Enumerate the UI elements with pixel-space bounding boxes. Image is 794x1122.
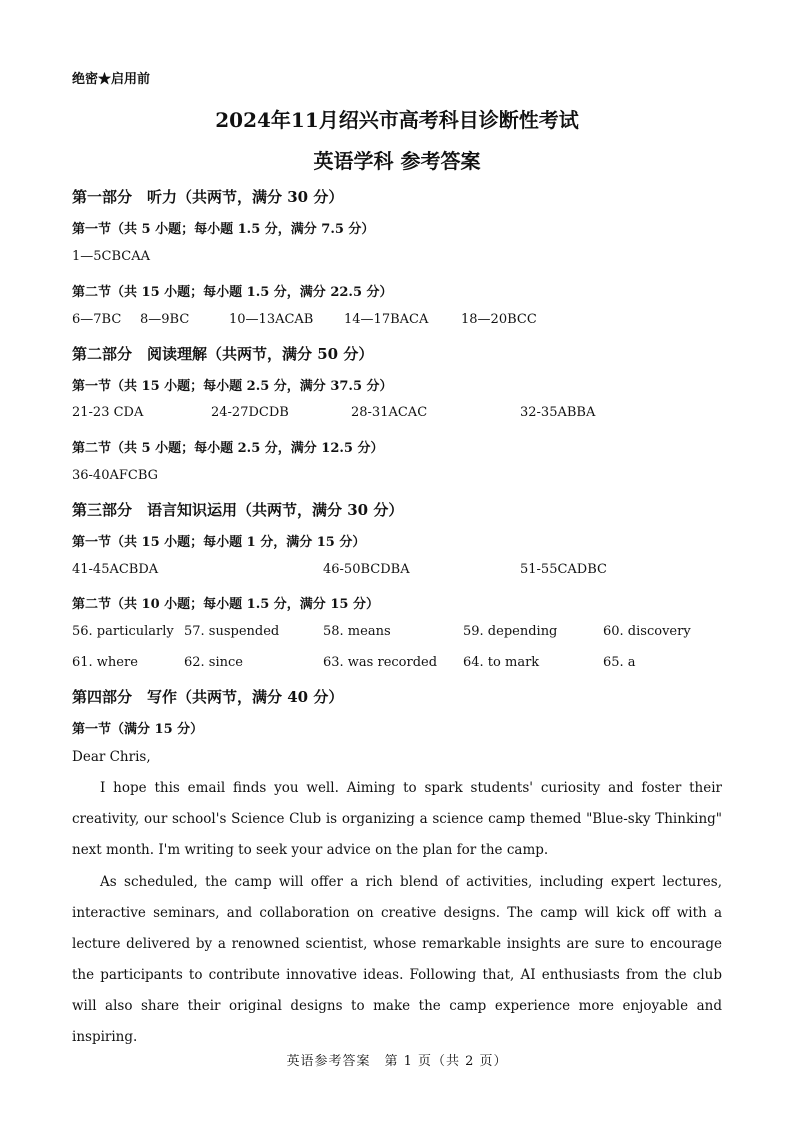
answer-57: 57. suspended: [184, 624, 280, 639]
answer-62: 62. since: [184, 655, 243, 670]
answer-65: 65. a: [603, 655, 636, 670]
answer-32-35: 32-35ABBA: [520, 405, 596, 420]
answer-56: 56. particularly: [72, 624, 174, 639]
part3-title: 第三部分 语言知识运用（共两节，满分 30 分）: [72, 501, 404, 519]
part2-section2-title: 第二节（共 5 小题；每小题 2.5 分，满分 12.5 分）: [72, 441, 384, 456]
answer-6-7: 6—7BC: [72, 312, 122, 327]
letter-greeting: Dear Chris,: [72, 749, 151, 765]
part3-section1-title: 第一节（共 15 小题；每小题 1 分，满分 15 分）: [72, 535, 366, 550]
confidential-label: 绝密★启用前: [72, 72, 151, 87]
answer-51-55: 51-55CADBC: [520, 562, 607, 577]
part1-section2-title: 第二节（共 15 小题；每小题 1.5 分，满分 22.5 分）: [72, 285, 393, 300]
answer-46-50: 46-50BCDBA: [323, 562, 410, 577]
answer-8-9: 8—9BC: [140, 312, 190, 327]
part3-section2-title: 第二节（共 10 小题；每小题 1.5 分，满分 15 分）: [72, 597, 379, 612]
answer-21-23: 21-23 CDA: [72, 405, 144, 420]
part2-title: 第二部分 阅读理解（共两节，满分 50 分）: [72, 345, 374, 363]
document-subtitle: 英语学科 参考答案: [313, 149, 481, 173]
answer-1-5: 1—5CBCAA: [72, 249, 151, 264]
answer-64: 64. to mark: [463, 655, 540, 670]
document-title: 2024年11月绍兴市高考科目诊断性考试: [215, 108, 579, 132]
part4-section1-title: 第一节（满分 15 分）: [72, 722, 204, 737]
answer-60: 60. discovery: [603, 624, 691, 639]
part4-title: 第四部分 写作（共两节，满分 40 分）: [72, 688, 344, 706]
letter-paragraph-2: As scheduled, the camp will offer a rich blend of activities, including expert lectures, interactive seminars, and collaboration on creative designs. The camp will kick off with a lecture delivered by a renowned scientist, whose remarkable insights are sure to encourage the participants to contribute innovative ideas. Following that, AI enthusiasts from the club will also share their original designs to make the camp experience more enjoyable and inspiring.: [72, 874, 722, 1045]
letter-paragraph-1: I hope this email finds you well. Aiming to spark students' curiosity and foster their creativity, our school's Science Club is organizing a science camp themed "Blue-sky Thinking" next month. I'm writing to seek your advice on the plan for the camp.: [72, 780, 722, 858]
answer-58: 58. means: [323, 624, 391, 639]
part2-section1-title: 第一节（共 15 小题；每小题 2.5 分，满分 37.5 分）: [72, 379, 393, 394]
answer-28-31: 28-31ACAC: [351, 405, 428, 420]
answer-41-45: 41-45ACBDA: [72, 562, 159, 577]
answer-18-20: 18—20BCC: [461, 312, 537, 327]
answer-63: 63. was recorded: [323, 655, 438, 670]
page-footer: 英语参考答案 第 1 页（共 2 页）: [286, 1054, 508, 1069]
answer-24-27: 24-27DCDB: [211, 405, 289, 420]
answer-59: 59. depending: [463, 624, 558, 639]
part1-section1-title: 第一节（共 5 小题；每小题 1.5 分，满分 7.5 分）: [72, 222, 375, 237]
answer-14-17: 14—17BACA: [344, 312, 429, 327]
answer-61: 61. where: [72, 655, 138, 670]
part1-title: 第一部分 听力（共两节，满分 30 分）: [72, 188, 344, 206]
answer-10-13: 10—13ACAB: [229, 312, 314, 327]
answer-36-40: 36-40AFCBG: [72, 468, 159, 483]
